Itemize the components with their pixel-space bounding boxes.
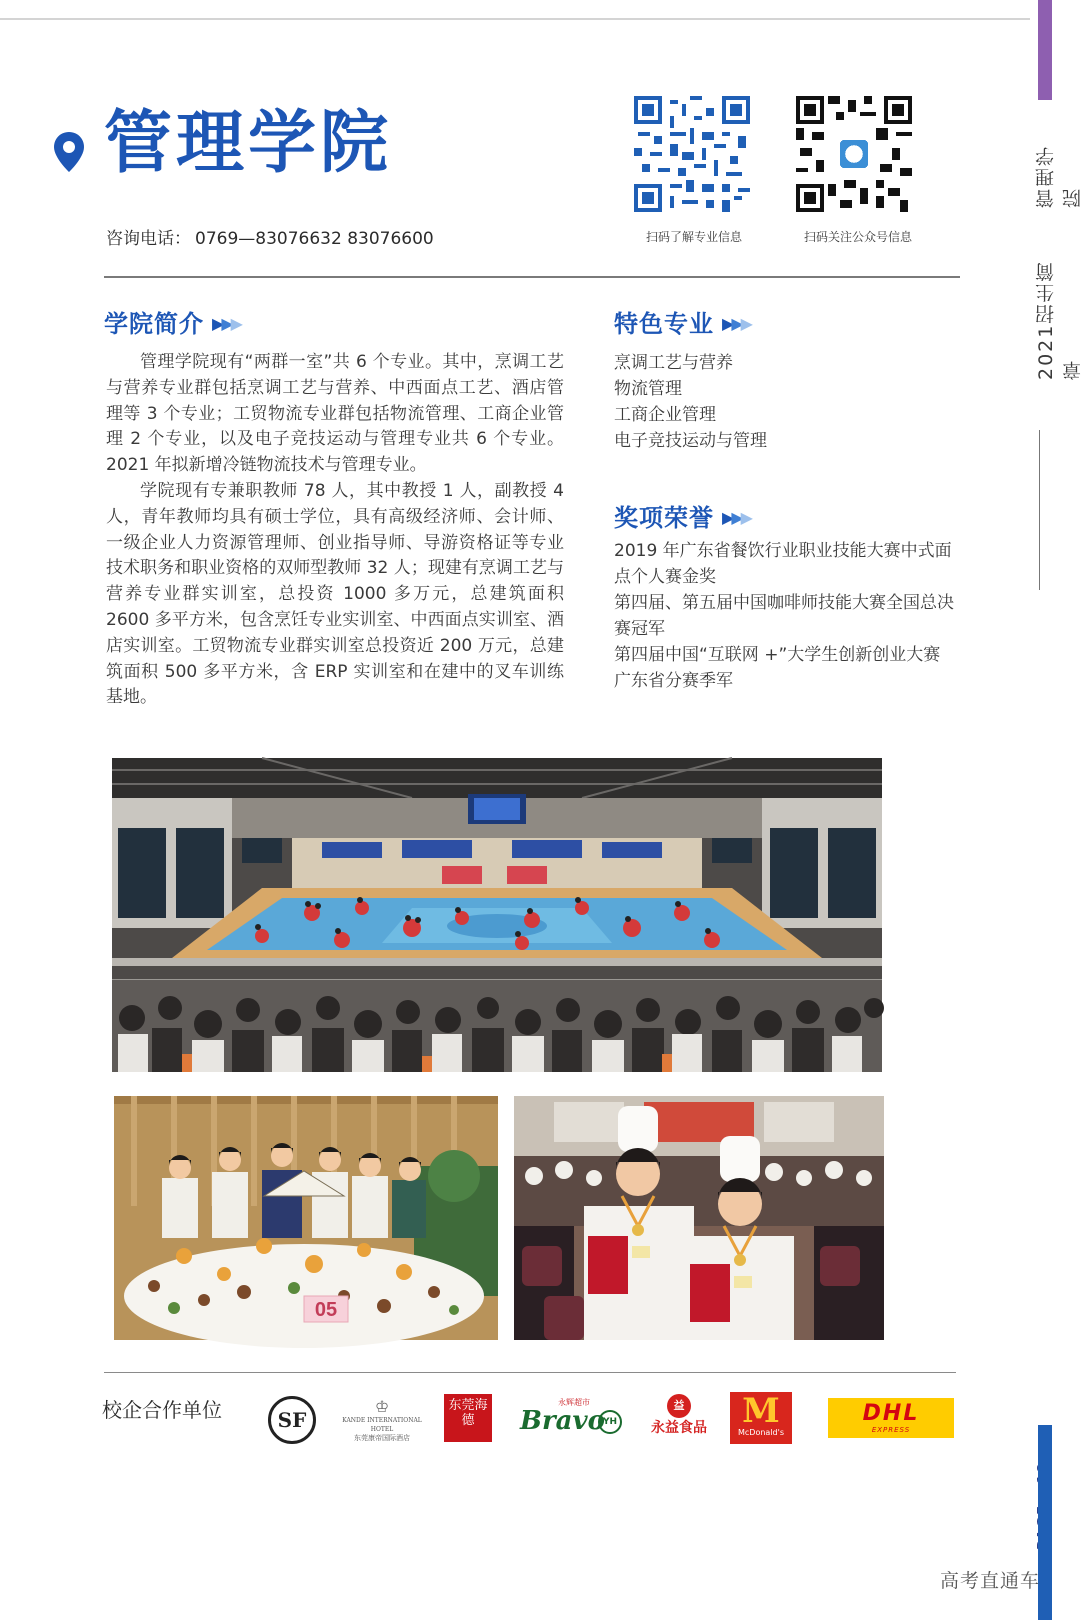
yongyi-name: 永益食品 [651, 1420, 707, 1436]
qr-caption-majors: 扫码了解专业信息 [645, 230, 742, 244]
qr-code-wechat[interactable] [796, 96, 912, 212]
gymnasium-photo [112, 758, 882, 1072]
sidebar-purple-bar [1038, 0, 1052, 100]
kande-logo-line1: KANDE INTERNATIONAL HOTEL [342, 1417, 422, 1433]
triple-arrow-icon: ▶▶▶ [212, 314, 240, 333]
bravo-yonghui-logo [520, 1400, 624, 1440]
majors-heading [614, 304, 750, 339]
partners-divider [104, 1372, 956, 1373]
awards-list [614, 538, 954, 694]
phone-numbers: 0769—83076632 83076600 [195, 229, 434, 249]
award-item: 第四届、第五届中国咖啡师技能大赛全国总决赛冠军 [614, 593, 954, 639]
qr-caption-wechat: 扫码关注公众号信息 [803, 230, 912, 244]
cooking-team-photo [114, 1096, 498, 1340]
crown-icon: ♔ [374, 1397, 390, 1416]
awards-heading-text: 奖项荣誉 [614, 504, 714, 532]
award-item: 2019 年广东省餐饮行业职业技能大赛中式面点个人赛金奖 [614, 541, 952, 587]
award-item: 第四届中国“互联网 +”大学生创新创业大赛广东省分赛季军 [614, 645, 941, 691]
dhl-express-text: EXPRESS [871, 1426, 911, 1434]
bravo-text: Bravo [520, 1406, 605, 1436]
location-pin-icon [52, 130, 86, 174]
intro-body [106, 350, 564, 711]
red-seal-logo [444, 1394, 492, 1442]
yh-mark: YH [598, 1410, 622, 1434]
yongyi-food-logo [648, 1394, 710, 1442]
top-rule [0, 18, 1030, 20]
intro-heading [104, 304, 240, 339]
table-number-card: 05 [314, 1299, 338, 1321]
red-seal-text: 东莞海德 [448, 1398, 488, 1428]
majors-list [614, 350, 767, 454]
phone-label: 咨询电话： [106, 229, 191, 249]
intro-heading-text: 学院简介 [104, 310, 204, 338]
sidebar-blue-bar [1038, 1425, 1052, 1620]
major-item: 工商企业管理 [614, 405, 716, 425]
header-divider [104, 276, 960, 278]
golden-arches-icon: M [742, 1391, 780, 1431]
yongyi-mark: 益 [667, 1394, 691, 1418]
sidebar [1030, 0, 1084, 1620]
kande-hotel-logo [340, 1398, 424, 1442]
kande-logo-line2: 东莞康帝国际酒店 [354, 1434, 410, 1442]
watermark: 高考直通车 [940, 1570, 1041, 1592]
majors-heading-text: 特色专业 [614, 310, 714, 338]
intro-paragraph: 管理学院现有“两群一室”共 6 个专业。其中，烹调工艺与营养专业群包括烹调工艺与营养、中西面点工艺、酒店管理等 3 个专业；工贸物流专业群包括物流管理、工商企业管理 2 个专业，以及电子竞技运动与管理专业共 6 个专业。2021 年拟新增冷链物流技术与管理专业。 [106, 352, 564, 476]
major-item: 烹调工艺与营养 [614, 353, 733, 373]
major-item: 电子竞技运动与管理 [614, 431, 767, 451]
sf-logo-text: SF [277, 1408, 307, 1432]
sidebar-brochure-label: 2021招生简章 [1035, 260, 1084, 380]
qr-code-majors[interactable] [634, 96, 750, 212]
sidebar-rule [1039, 430, 1040, 590]
intro-paragraph: 学院现有专兼职教师 78 人，其中教授 1 人，副教授 4 人，青年教师均具有硕士学位，具有高级经济师、会计师、一级企业人力资源管理师、创业指导师、导游资格证等专业技术职务和职业资格的双师型教师 32 人；现建有烹调工艺与营养专业群实训室，总投资 1000 多万元，总建筑面积 2600 多平方米，包含烹饪专业实训室、中西面点实训室、酒店实训室。工贸物流专业群实训室总投资近 200 万元，总建筑面积 500 多平方米，含 ERP 实训室和在建中的叉车训练基地。 [106, 480, 564, 708]
triple-arrow-icon: ▶▶▶ [722, 314, 750, 333]
partners-label: 校企合作单位 [102, 1398, 222, 1422]
dhl-logo [828, 1398, 954, 1438]
mcdonalds-logo [730, 1392, 792, 1444]
triple-arrow-icon: ▶▶▶ [722, 508, 750, 527]
sf-express-logo [268, 1396, 316, 1444]
sidebar-section-label: 管理学院 [1035, 145, 1084, 208]
mcdonalds-wordmark: McDonald's [738, 1428, 784, 1437]
consult-phone [106, 224, 434, 249]
awards-heading [614, 498, 750, 533]
page-title: 管理学院 [104, 104, 393, 183]
major-item: 物流管理 [614, 379, 682, 399]
bravo-small-text: 永辉超市 [558, 1398, 590, 1407]
chef-award-photo [514, 1096, 884, 1340]
dhl-wordmark: DHL [862, 1401, 920, 1426]
